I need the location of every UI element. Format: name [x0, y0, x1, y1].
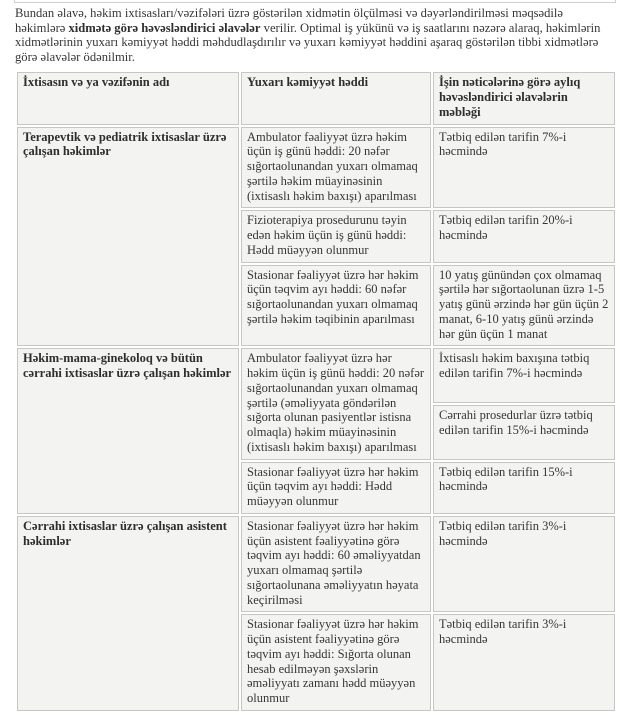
- cell-amount: Tətbiq edilən tarifin 3%-i həcmində: [433, 516, 615, 613]
- intro-paragraph: [15, 6, 615, 64]
- header-upper-limit: Yuxarı kəmiyyət həddi: [241, 72, 431, 124]
- cell-limit: Stasionar fəaliyyət üzrə hər həkim üçün asistent fəaliyyətinə görə təqvim ayı həddi: 60 əməliyyatdan yuxarı olmamaq şərtilə sığortaolunana əməliyyatın həyata keçirilməsi: [241, 516, 431, 613]
- cell-amount: Tətbiq edilən tarifin 7%-i həcmində: [433, 127, 615, 209]
- cell-amount: İxtisaslı həkim baxışına tətbiq edilən tarifin 7%-i həcmində: [433, 348, 615, 403]
- header-monthly-allowance: İşin nəticələrinə görə aylıq həvəsləndirici əlavələrin məbləği: [433, 72, 615, 124]
- cropped-element-edge: [14, 0, 616, 3]
- cell-section-name: Cərrahi ixtisaslar üzrə çalışan asistent həkimlər: [17, 516, 239, 711]
- cell-limit: Ambulator fəaliyyət üzrə hər həkim üçün iş günü həddi: 20 nəfər sığortaolunandan yuxarı olmamaq şərtilə (əməliyyata göndərilən sığorta olunan pasiyentlər istisna olmaqla) həkim müayinəsinin (ixtisaslı həkim baxışı) aparılması: [241, 348, 431, 459]
- intro-bold-phrase: xidmətə görə həvəsləndirici əlavələr: [68, 20, 261, 35]
- cell-amount: 10 yatış günündən çox olmamaq şərtilə hər sığortaolunan üzrə 1-5 yatış günü ərzində hər gün üçün 2 manat, 6-10 yatış günü ərzində hər gün üçün 1 manat: [433, 265, 615, 347]
- table-header-row: [17, 72, 615, 124]
- cell-limit: Stasionar fəaliyyət üzrə hər həkim üçün təqvim ayı həddi: Hədd müəyyən olunmur: [241, 462, 431, 514]
- cell-limit: Stasionar fəaliyyət üzrə hər həkim üçün təqvim ayı həddi: 60 nəfər sığortaolunandan yuxarı olmamaq şərtilə həkim təqibinin aparılması: [241, 265, 431, 347]
- cell-amount: Tətbiq edilən tarifin 3%-i həcmində: [433, 614, 615, 711]
- header-specialty-name: İxtisasın və ya vəzifənin adı: [17, 72, 239, 124]
- cell-amount: Tətbiq edilən tarifin 20%-i həcmində: [433, 210, 615, 262]
- cell-limit: Fizioterapiya prosedurunu təyin edən həkim üçün iş günü həddi: Hədd müəyyən olunmur: [241, 210, 431, 262]
- cell-limit: Ambulator fəaliyyət üzrə həkim üçün iş günü həddi: 20 nəfər sığortaolunandan yuxarı olmamaq şərtilə həkim müayinəsinin (ixtisaslı həkim baxışı) aparılması: [241, 127, 431, 209]
- incentive-allowances-table: [15, 70, 617, 713]
- intro-text-after-bold: verilir. Optimal iş yükünü və iş saatlarını nəzərə alaraq, həkimlərin xidmətlərinin yuxarı kəmiyyət həddi məhdudlaşdırılır və yuxarı kəmiyyət həddini aşaraq göstərilən tibbi xidmətlərə görə əlavələr ödənilmir.: [15, 20, 601, 64]
- table-row: [17, 127, 615, 209]
- cell-section-name: Terapevtik və pediatrik ixtisaslar üzrə çalışan həkimlər: [17, 127, 239, 347]
- cell-amount: Tətbiq edilən tarifin 15%-i həcmində: [433, 462, 615, 514]
- table-row: [17, 516, 615, 613]
- intro-text-before-bold: Bundan əlavə, həkim ixtisasları/vəzifələri üzrə göstərilən xidmətin ölçülməsi və dəyərləndirilməsi məqsədilə həkimlərə: [15, 6, 564, 35]
- table-row: [17, 348, 615, 403]
- cell-limit: Stasionar fəaliyyət üzrə hər həkim üçün asistent fəaliyyətinə görə təqvim ayı həddi: Sığorta olunan hesab edilməyən şəxslərin əməliyyatı zamanı hədd müəyyən olunmur: [241, 614, 431, 711]
- cell-amount: Cərrahi prosedurlar üzrə tətbiq edilən tarifin 15%-i həcmində: [433, 405, 615, 460]
- cell-section-name: Həkim-mama-ginekoloq və bütün cərrahi ixtisaslar üzrə çalışan həkimlər: [17, 348, 239, 514]
